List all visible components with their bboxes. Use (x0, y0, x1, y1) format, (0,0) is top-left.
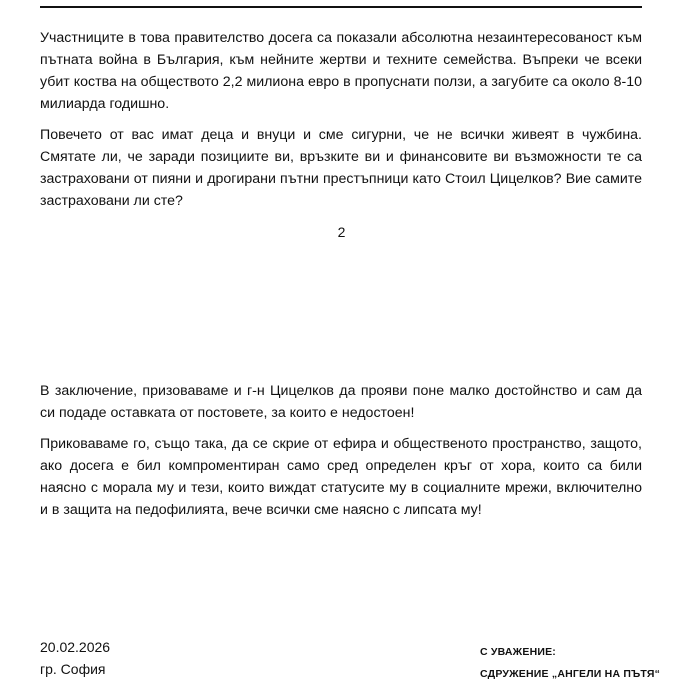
page-number: 2 (337, 224, 346, 240)
document-place: гр. София (40, 661, 106, 677)
footer-signature-block (480, 641, 660, 685)
document-date: 20.02.2026 (40, 639, 111, 655)
paragraph-question-to-ministers: Повечето от вас имат деца и внуци и сме сигурни, че не всички живеят в чужбина. Смятате ли, че заради позициите ви, връзките ви и финансовите ви възможности те са застраховани от пияни и дрогирани пътни престъпници като Стоил Цицелков? Вие самите застраховани ли сте? (40, 127, 642, 209)
paragraph-call-to-withdraw: Приковаваме го, също така, да се скрие от ефира и общественото пространство, защото, ако досега е бил компроментиран само сред определен кръг от хора, които са били наясно с морала му и тези, които виждат статусите му в социалните мрежи, включително и в защита на педофилията, вече всички сме наясно с липсата му! (40, 436, 642, 518)
paragraph-conclusion: В заключение, призоваваме и г-н Цицелков да прояви поне малко достойнство и сам да си подаде оставката от постовете, за които е недостоен! (40, 383, 642, 421)
footer-date-place (40, 636, 110, 680)
paragraph-indifference: Участниците в това правителство досега са показали абсолютна незаинтересованост към пътната война в България, към нейните жертви и техните семейства. Въпреки че всеки убит коства на обществото 2,2 милиона евро в пропуснати ползи, а загубите са около 8-10 милиарда годишно. (40, 30, 642, 112)
signatory-organization: СДРУЖЕНИЕ „АНГЕЛИ НА ПЪТЯ“ (480, 668, 661, 680)
top-divider-line (40, 6, 642, 8)
closing-salutation: С УВАЖЕНИЕ: (480, 646, 556, 658)
